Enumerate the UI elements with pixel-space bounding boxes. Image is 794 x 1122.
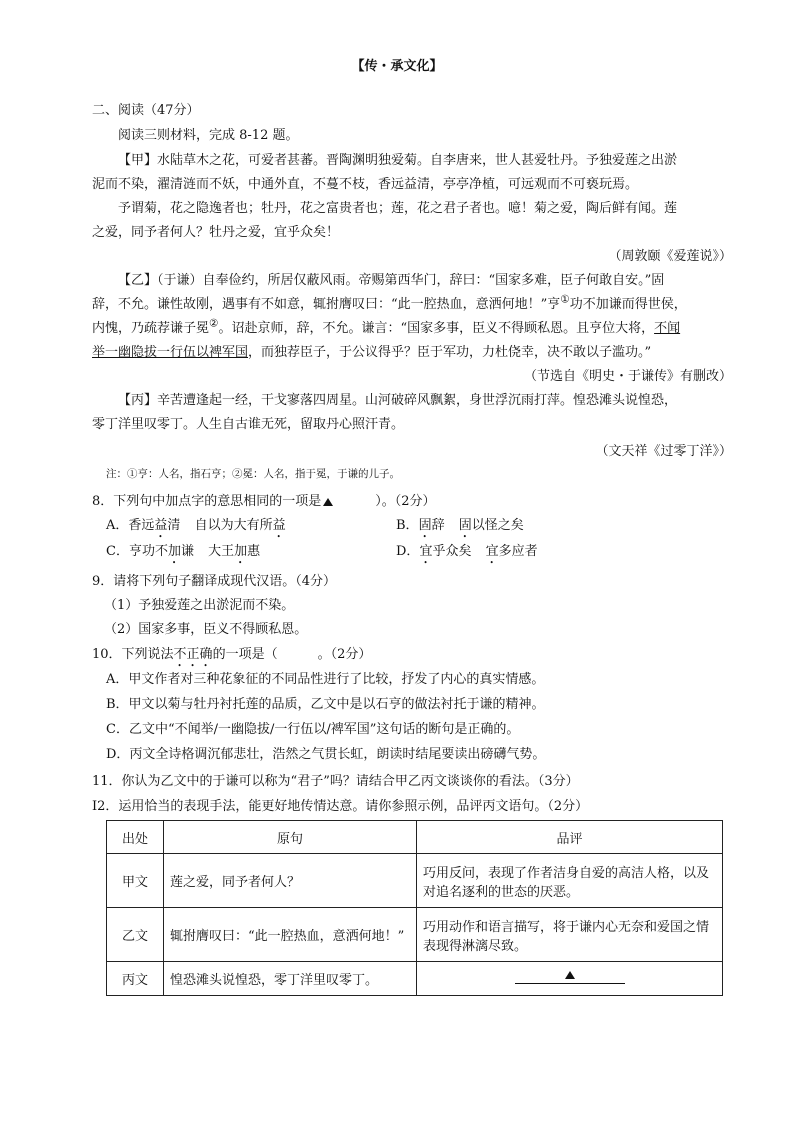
- q10-dotted-words: 不正确: [173, 647, 213, 662]
- option-label: B．: [396, 518, 419, 533]
- table-cell-source: 丙文: [107, 962, 164, 996]
- option-text: 惠: [247, 544, 261, 559]
- table-row: [107, 854, 723, 908]
- footnotes: 注：①亨：人名，指石亨；②冕：人名，指于冕，于谦的儿子。: [106, 468, 400, 480]
- answer-triangle-icon: [323, 498, 333, 506]
- yi-line-2-text: 辞，不允。谦性故刚，遇事有不如意，辄拊膺叹曰：“此一腔热血，意洒何地！”亨: [92, 297, 561, 312]
- dotted-char: 固: [418, 518, 432, 533]
- dotted-char: 益: [272, 518, 286, 533]
- q10-option-a: A．甲文作者对三种花象征的不同品性进行了比较，抒发了内心的真实情感。: [106, 672, 545, 687]
- q8-stem-text: 8．下列句中加点字的意思相同的一项是: [92, 494, 322, 509]
- option-text: 香远: [128, 518, 155, 533]
- answer-triangle-icon: [565, 971, 575, 979]
- bing-source: （文天祥《过零丁洋》）: [595, 444, 732, 459]
- comparison-table: [106, 820, 723, 996]
- dotted-char: 益: [154, 518, 168, 533]
- q11-stem: 11．你认为乙文中的于谦可以称为“君子”吗？请结合甲乙丙文谈谈你的看法。（3分）: [92, 774, 579, 789]
- dotted-char: 加: [234, 544, 248, 559]
- q8-option-c: [106, 540, 260, 567]
- q8-option-d: [396, 540, 538, 567]
- table-header-cell: 原句: [164, 821, 417, 854]
- q8-stem-end: ）。（2分）: [375, 494, 436, 509]
- q9-sentence-1: （1）予独爱莲之出淤泥而不染。: [104, 598, 295, 613]
- q9-sentence-2: （2）国家多事，臣义不得顾私恩。: [104, 622, 308, 637]
- q10-option-b: B．甲文以菊与牡丹衬托莲的品质，乙文中是以石亨的做法衬托于谦的精神。: [106, 697, 545, 712]
- option-label: C．: [106, 544, 129, 559]
- q8-stem: [92, 490, 436, 509]
- option-text: 乎众矣: [432, 544, 472, 559]
- table-row: [107, 962, 723, 996]
- dotted-char: 宜: [485, 544, 499, 559]
- dotted-char: 加: [167, 544, 181, 559]
- table-cell-source: 甲文: [107, 854, 164, 908]
- table-cell-comment: 巧用动作和语言描写，将于谦内心无奈和爱国之情表现得淋漓尽致。: [417, 908, 723, 962]
- table-row: [107, 908, 723, 962]
- option-text: 辞: [431, 518, 445, 533]
- table-cell-comment: 巧用反问，表现了作者洁身自爱的高洁人格，以及对追名逐利的世态的厌恶。: [417, 854, 723, 908]
- bing-line-2: 零丁洋里叹零丁。人生自古谁无死，留取丹心照汗青。: [92, 417, 405, 432]
- answer-line[interactable]: [515, 969, 625, 984]
- q8-option-b: [396, 514, 524, 541]
- table-header-cell: 品评: [417, 821, 723, 854]
- underlined-sentence-part-2: 举一幽隐拔一行伍以裨军国: [92, 345, 249, 360]
- footnote-mark-2: ②: [209, 317, 219, 330]
- option-text: 亨功不: [128, 544, 168, 559]
- underlined-sentence-part-1: 不闻: [654, 321, 681, 336]
- q10-stem-text-b: 的一项是（: [212, 647, 278, 662]
- yi-line-4-rest: ，而独荐臣子，于公议得乎？臣于军功，力杜侥幸，决不敢以子滥功。”: [248, 345, 652, 360]
- jia-line-4: 之爱，同予者何人？牡丹之爱，宜乎众矣！: [92, 225, 340, 240]
- option-text: 以怪之矣: [471, 518, 524, 533]
- reading-instruction: 阅读三则材料，完成 8-12 题。: [118, 128, 299, 143]
- option-text: 清: [167, 518, 181, 533]
- page-header: 【传・承文化】: [351, 59, 443, 74]
- yi-line-3-text-b: 。诏赴京师，辞，不允。谦言：“国家多事，臣义不得顾私恩。且亨位大将，: [218, 321, 655, 336]
- q10-stem: [92, 643, 371, 670]
- option-text: 谦: [180, 544, 194, 559]
- yi-line-3: [92, 317, 680, 336]
- q10-option-d: D．丙文全诗格调沉郁悲壮，浩然之气贯长虹，朗读时结尾要读出磅礴气势。: [106, 747, 546, 762]
- dotted-char: 宜: [419, 544, 433, 559]
- table-header-cell: 出处: [107, 821, 164, 854]
- jia-line-1: 【甲】水陆草木之花，可爱者甚蕃。晋陶渊明独爱菊。自李唐来，世人甚爱牡丹。予独爱莲之出淤: [118, 153, 678, 168]
- q10-stem-text: 10．下列说法: [92, 647, 174, 662]
- table-cell-answer[interactable]: [417, 962, 723, 996]
- table-cell-source: 乙文: [107, 908, 164, 962]
- q8-option-a: [106, 514, 286, 541]
- option-text: 自以为大有所: [194, 518, 273, 533]
- option-text: 大王: [208, 544, 235, 559]
- jia-line-3: 予谓菊，花之隐逸者也；牡丹，花之富贵者也；莲，花之君子者也。噫！菊之爱，陶后鲜有闻。莲: [118, 201, 678, 216]
- section-title: 二、阅读（47分）: [92, 103, 200, 118]
- yi-line-1: 【乙】（于谦）自奉俭约，所居仅蔽风雨。帝赐第西华门，辞曰：“国家多难，臣子何敢自安。”固: [118, 273, 665, 288]
- q10-stem-end: 。（2分）: [317, 647, 372, 662]
- jia-source: （周敦颐《爱莲说》）: [608, 249, 732, 264]
- dotted-char: 固: [458, 518, 472, 533]
- yi-line-2: [92, 293, 687, 312]
- yi-line-3-text-a: 内愧，乃疏荐谦子冕: [92, 321, 210, 336]
- yi-source: （节选自《明史・于谦传》有删改）: [523, 369, 732, 384]
- table-cell-original: 辄拊膺叹曰：“此一腔热血，意洒何地！”: [164, 908, 417, 962]
- yi-line-4: [92, 341, 651, 360]
- option-text: 多应者: [498, 544, 538, 559]
- q12-stem: I2．运用恰当的表现手法，能更好地传情达意。请你参照示例，品评丙文语句。（2分）: [92, 799, 589, 814]
- footnote-mark-1: ①: [560, 293, 570, 306]
- option-label: D．: [396, 544, 420, 559]
- jia-line-2: 泥而不染，濯清涟而不妖，中通外直，不蔓不枝，香远益清，亭亭净植，可远观而不可亵玩焉。: [92, 177, 639, 192]
- option-label: A．: [106, 518, 129, 533]
- q10-option-c: C．乙文中“不闻举/一幽隐拔/一行伍以/裨军国”这句话的断句是正确的。: [106, 722, 520, 737]
- table-header-row: [107, 821, 723, 854]
- table-cell-original: 惶恐滩头说惶恐，零丁洋里叹零丁。: [164, 962, 417, 996]
- yi-line-2-rest: 功不加谦而得世侯，: [569, 297, 687, 312]
- table-cell-original: 莲之爱，同予者何人？: [164, 854, 417, 908]
- bing-line-1: 【丙】辛苦遭逢起一经，干戈寥落四周星。山河破碎风飘絮，身世浮沉雨打萍。惶恐滩头说惶恐，: [118, 393, 678, 408]
- q9-stem: 9．请将下列句子翻译成现代汉语。（4分）: [92, 574, 337, 589]
